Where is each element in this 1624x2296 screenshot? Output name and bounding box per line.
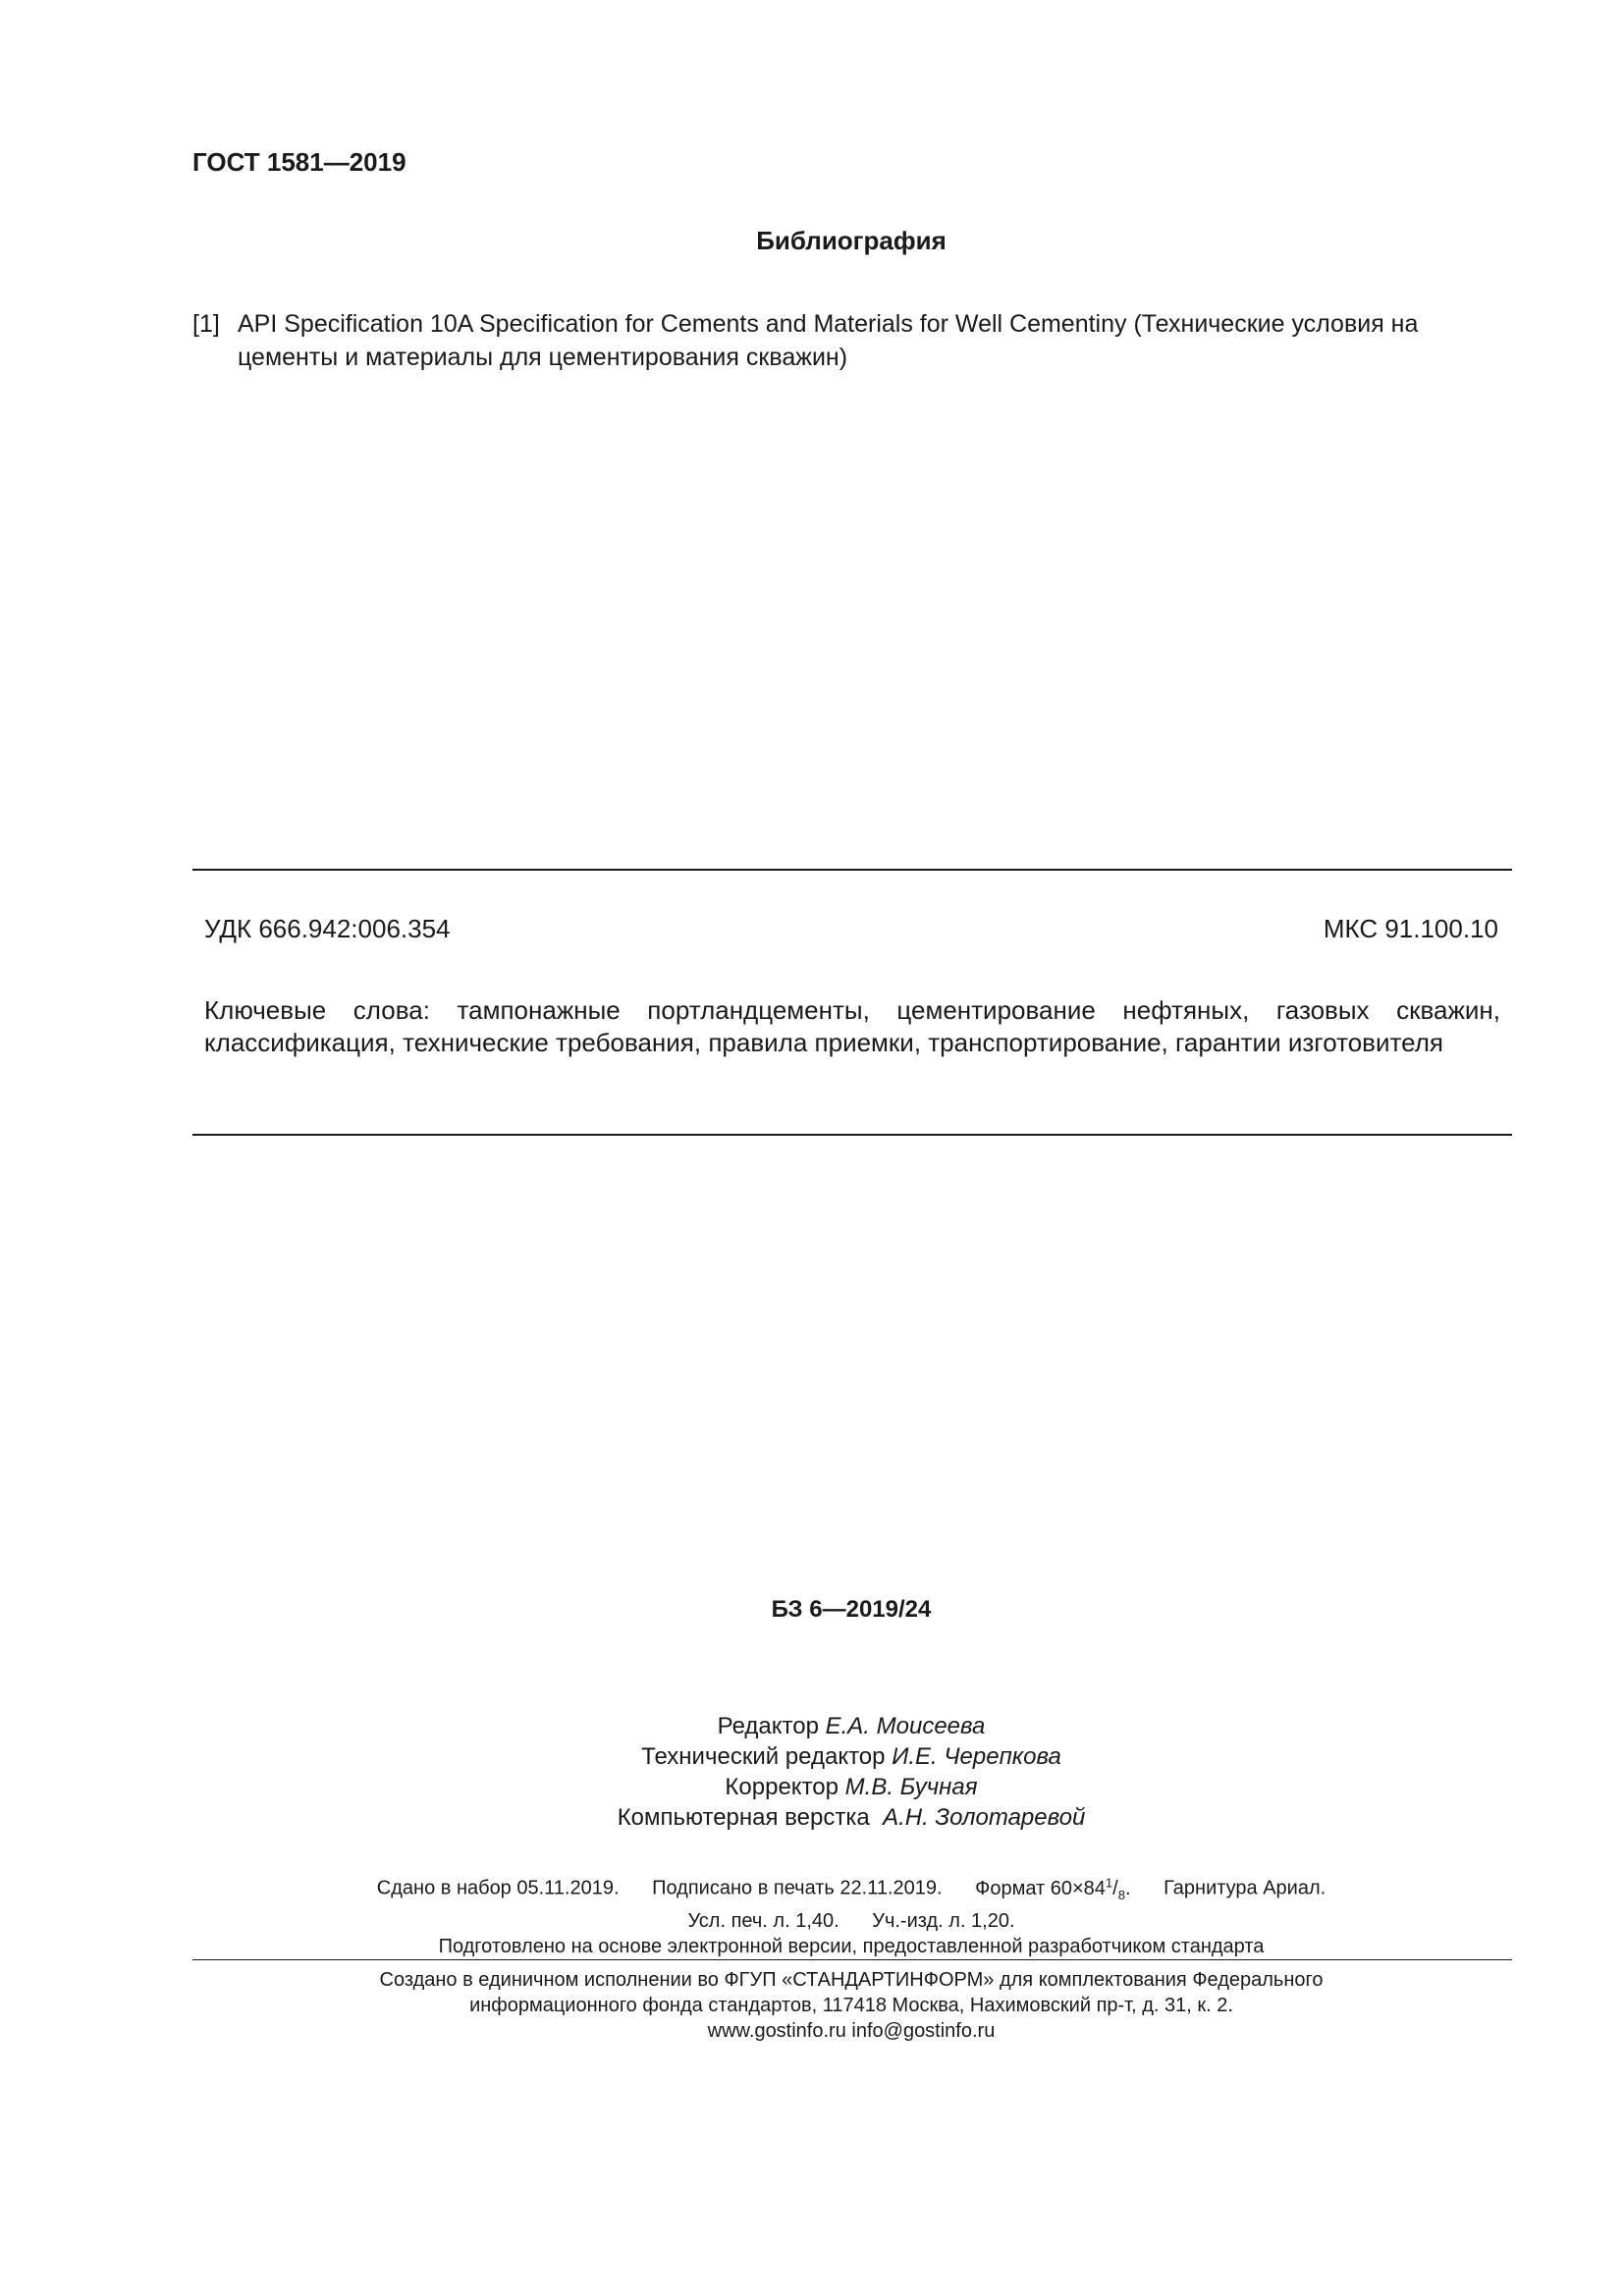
- bibliography-entry-text: API Specification 10A Specification for Cements and Materials for Well Cementiny (Технические условия на цементы и материалы для цементирования скважин): [238, 310, 1419, 371]
- mks-code: МКС 91.100.10: [1323, 914, 1498, 943]
- imprint-format-sup: 1: [1105, 1875, 1113, 1890]
- credit-editor-name: Е.А. Моисеева: [825, 1713, 986, 1739]
- publisher-contacts: [0, 2018, 1624, 2044]
- credit-corrector-name: М.В. Бучная: [844, 1774, 978, 1800]
- credits-block: [0, 1711, 1624, 1833]
- publisher-block: [0, 1967, 1624, 2044]
- imprint-format: Формат $60\times 84^1/_8$.: [975, 1875, 1131, 1902]
- imprint-block: [0, 1870, 1624, 1959]
- keywords: Ключевые слова: тампонажные портландцементы, цементирование нефтяных, газовых скважин, классификация, технические требования, правила приемки, транспортирование, гарантии изготовителя: [204, 995, 1500, 1057]
- bz-number: БЗ 6—2019/24: [771, 1596, 932, 1623]
- imprint-submitted: Сдано в набор 05.11.2019.: [376, 1877, 620, 1899]
- bibliography-title: Библиография: [756, 226, 947, 255]
- credit-tech-editor-name: И.Е. Черепкова: [892, 1743, 1061, 1770]
- credit-tech-editor-role: Технический редактор: [641, 1743, 886, 1770]
- credit-editor: [0, 1711, 1624, 1741]
- publisher-email[interactable]: info@gostinfo.ru: [851, 2020, 996, 2042]
- imprint-rule: [192, 1959, 1512, 1960]
- credit-layout-name: А.Н. Золотаревой: [883, 1804, 1086, 1831]
- imprint-line-2: [0, 1908, 1624, 1934]
- bibliography-entry-number: [1]: [192, 310, 220, 338]
- classification-bottom-rule: [192, 1134, 1512, 1136]
- credit-corrector: [0, 1772, 1624, 1802]
- publisher-line-1: Создано в единичном исполнении во ФГУП «СТАНДАРТИНФОРМ» для комплектования Федерального: [379, 1969, 1324, 1991]
- publisher-website[interactable]: www.gostinfo.ru: [707, 2020, 846, 2042]
- imprint-format-sub: 8: [1117, 1887, 1125, 1902]
- bibliography-entry: [192, 307, 1508, 374]
- credit-layout: [0, 1802, 1624, 1833]
- imprint-print-sheets: Усл. печ. л. 1,40.: [687, 1909, 839, 1932]
- imprint-prepared: Подготовлено на основе электронной версии, предоставленной разработчиком стандарта: [438, 1935, 1265, 1957]
- imprint-font: Гарнитура Ариал.: [1164, 1877, 1326, 1899]
- credit-corrector-role: Корректор: [725, 1774, 839, 1800]
- imprint-line-1: [0, 1870, 1624, 1908]
- imprint-format-label: Формат 60×84: [975, 1877, 1106, 1899]
- imprint-pub-sheets: Уч.-изд. л. 1,20.: [872, 1909, 1015, 1932]
- classification-top-rule: [192, 869, 1512, 871]
- credit-layout-role: Компьютерная верстка: [617, 1804, 870, 1831]
- publisher-line-2: информационного фонда стандартов, 117418 Москва, Нахимовский пр-т, д. 31, к. 2.: [469, 1995, 1233, 2016]
- udk-code: УДК 666.942:006.354: [204, 914, 451, 943]
- imprint-signed: Подписано в печать 22.11.2019.: [652, 1877, 943, 1899]
- credit-tech-editor: [0, 1741, 1624, 1772]
- credit-editor-role: Редактор: [717, 1713, 819, 1739]
- page-header-code: ГОСТ 1581—2019: [192, 147, 406, 177]
